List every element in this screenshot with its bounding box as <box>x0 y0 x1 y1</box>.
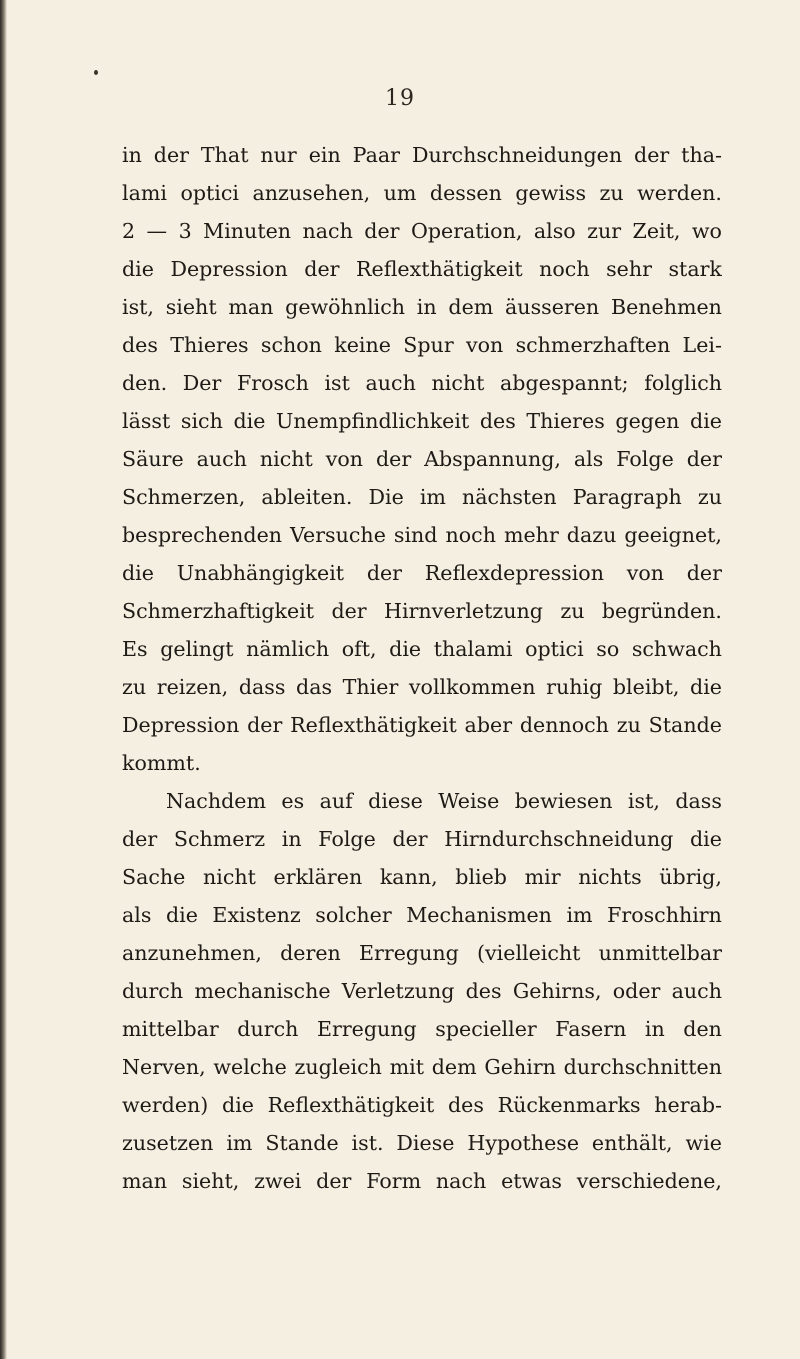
word: unmittelbar <box>598 941 722 965</box>
word: bleibt, <box>612 675 680 699</box>
word: Erregung <box>316 1017 417 1041</box>
word: der <box>122 827 158 851</box>
word: der <box>634 143 670 167</box>
word: dessen <box>429 181 502 205</box>
word: enthält, <box>591 1131 673 1155</box>
word: Folge <box>616 447 674 471</box>
word: dazu <box>566 523 617 547</box>
word: Gehirn <box>484 1055 556 1079</box>
word: zwei <box>254 1169 302 1193</box>
text-line <box>122 402 722 440</box>
text-line <box>122 1010 722 1048</box>
word: dem <box>448 295 494 319</box>
word: ist. <box>351 1131 384 1155</box>
word: in <box>644 1017 665 1041</box>
word: im <box>566 903 593 927</box>
word: Minuten <box>203 219 292 243</box>
word: reizen, <box>156 675 229 699</box>
word: gewiss <box>515 181 587 205</box>
word: der <box>375 447 412 471</box>
text-line <box>122 478 722 516</box>
word: auch <box>196 447 247 471</box>
word: nicht <box>259 447 313 471</box>
word: Versuche <box>290 523 386 547</box>
word: Gehirns, <box>512 979 602 1003</box>
word: in <box>122 143 142 167</box>
word: von <box>465 333 504 357</box>
word: der <box>331 599 367 623</box>
word: dass <box>675 789 722 813</box>
word: die <box>233 409 266 433</box>
word: nichts <box>578 865 642 889</box>
word: Schmerzen, <box>122 485 246 509</box>
text-line <box>122 782 722 820</box>
word: der <box>153 143 189 167</box>
text-line <box>122 554 722 592</box>
word: Frosch <box>236 371 309 395</box>
word: wie <box>685 1131 722 1155</box>
word: Rückenmarks <box>497 1093 641 1117</box>
word: oft, <box>341 637 377 661</box>
word: äusseren <box>505 295 600 319</box>
word: um <box>383 181 417 205</box>
text-line <box>122 592 722 630</box>
word: auf <box>319 789 353 813</box>
word: die <box>222 1093 254 1117</box>
word: vollkommen <box>408 675 536 699</box>
word: optici <box>180 181 240 205</box>
word: besprechenden <box>122 523 283 547</box>
word: Paragraph <box>572 485 682 509</box>
word: durch <box>237 1017 299 1041</box>
binding-shadow <box>0 0 7 1359</box>
word: Es <box>122 637 148 661</box>
word: zu <box>599 181 624 205</box>
word: Zeit, <box>632 219 681 243</box>
word: schon <box>260 333 322 357</box>
word: Unempfindlichkeit <box>276 409 470 433</box>
word: die <box>122 561 154 585</box>
word: Thieres <box>170 333 249 357</box>
text-line <box>122 820 722 858</box>
word: mittelbar <box>122 1017 219 1041</box>
text-line <box>122 1124 722 1162</box>
word: Der <box>182 371 222 395</box>
word: zugleich <box>294 1055 382 1079</box>
word: nicht <box>431 371 485 395</box>
word: Durchschneidungen <box>411 143 623 167</box>
word: Form <box>366 1169 422 1193</box>
word: dennoch <box>519 713 609 737</box>
word: tha- <box>681 143 722 167</box>
word: durch <box>122 979 184 1003</box>
word: zu <box>697 485 722 509</box>
word: specieller <box>435 1017 537 1041</box>
word: der <box>366 561 403 585</box>
word: ein <box>308 143 341 167</box>
word: thalami <box>433 637 513 661</box>
word: Schmerz <box>173 827 266 851</box>
word: Reflexthätigkeit <box>290 713 457 737</box>
word: die <box>689 827 722 851</box>
word: optici <box>525 637 584 661</box>
word: deren <box>280 941 341 965</box>
word: Stande <box>265 1131 339 1155</box>
word: Depression <box>170 257 288 281</box>
ink-speck <box>94 70 98 75</box>
word: noch <box>539 257 590 281</box>
word: des <box>447 1093 484 1117</box>
word: Sache <box>122 865 186 889</box>
word: — <box>146 219 168 243</box>
word: lami <box>122 181 167 205</box>
word: die <box>122 257 154 281</box>
word: Froschhirn <box>607 903 722 927</box>
word: es <box>281 789 305 813</box>
word: Thier <box>342 675 399 699</box>
word: dass <box>238 675 286 699</box>
word: Depression <box>122 713 240 737</box>
word: Abspannung, <box>424 447 561 471</box>
word: erklären <box>273 865 363 889</box>
word: in <box>281 827 302 851</box>
word: der <box>392 827 428 851</box>
word: bewiesen <box>514 789 613 813</box>
text-line <box>122 630 722 668</box>
word: ist <box>324 371 350 395</box>
text-line <box>122 516 722 554</box>
text-line <box>122 858 722 896</box>
text-line <box>122 934 722 972</box>
word: des <box>479 409 516 433</box>
word: etwas <box>501 1169 562 1193</box>
text-line <box>122 174 722 212</box>
word: man <box>122 1169 168 1193</box>
word: ableiten. <box>261 485 353 509</box>
word: dem <box>431 1055 477 1079</box>
word: Reflexthätigkeit <box>356 257 523 281</box>
word: der <box>686 447 722 471</box>
word: auch <box>671 979 722 1003</box>
text-line <box>122 326 722 364</box>
word: die <box>690 675 722 699</box>
text-line <box>122 212 722 250</box>
word: Die <box>368 485 404 509</box>
word: durchschnitten <box>563 1055 722 1079</box>
word: anzunehmen, <box>122 941 262 965</box>
word: (vielleicht <box>477 941 581 965</box>
word: geeignet, <box>624 523 722 547</box>
word: der <box>686 561 722 585</box>
text-line <box>122 972 722 1010</box>
word: ist, <box>627 789 660 813</box>
word: diese <box>368 789 423 813</box>
word: sieht <box>165 295 217 319</box>
word: werden. <box>637 181 722 205</box>
word: ist, <box>122 295 154 319</box>
word: Paar <box>352 143 401 167</box>
word: die <box>389 637 422 661</box>
word: zu <box>560 599 585 623</box>
word: herab- <box>654 1093 722 1117</box>
word: Schmerzhaftigkeit <box>122 599 315 623</box>
word: zu <box>616 713 641 737</box>
word: Erregung <box>358 941 459 965</box>
word: des <box>465 979 502 1003</box>
word: der <box>304 257 340 281</box>
word: mehr <box>503 523 559 547</box>
word: Diese <box>396 1131 455 1155</box>
page-number: 19 <box>385 86 415 111</box>
word: von <box>325 447 364 471</box>
word: oder <box>612 979 661 1003</box>
word: lässt <box>122 409 171 433</box>
text-line <box>122 288 722 326</box>
word: das <box>296 675 333 699</box>
word: von <box>626 561 664 585</box>
word: stark <box>668 257 722 281</box>
word: sehr <box>606 257 652 281</box>
word: kann, <box>379 865 438 889</box>
word: als <box>122 903 152 927</box>
text-line <box>122 364 722 402</box>
word: also <box>533 219 576 243</box>
word: Benehmen <box>610 295 722 319</box>
word: Thieres <box>526 409 605 433</box>
word: ruhig <box>546 675 603 699</box>
word: die <box>165 903 198 927</box>
word: die <box>690 409 722 433</box>
word: nach <box>302 219 353 243</box>
word: Folge <box>318 827 376 851</box>
text-line <box>122 896 722 934</box>
word: sich <box>180 409 223 433</box>
word: mir <box>524 865 561 889</box>
word: sieht, <box>181 1169 240 1193</box>
word: in <box>416 295 437 319</box>
text-line <box>122 1086 722 1124</box>
word: der <box>247 713 283 737</box>
word: schwach <box>631 637 722 661</box>
text-line <box>122 440 722 478</box>
word: gelingt <box>160 637 234 661</box>
word: des <box>122 333 158 357</box>
text-line <box>122 744 722 782</box>
word: zur <box>587 219 622 243</box>
word: aber <box>464 713 513 737</box>
word: werden) <box>122 1093 209 1117</box>
word: wo <box>691 219 722 243</box>
text-line <box>122 1048 722 1086</box>
word: 2 <box>122 219 136 243</box>
word: Nachdem <box>166 789 266 813</box>
word: kommt. <box>122 751 201 775</box>
word: 3 <box>178 219 192 243</box>
word: nämlich <box>246 637 330 661</box>
word: schmerzhaften <box>515 333 671 357</box>
word: Existenz <box>212 903 301 927</box>
word: Fasern <box>555 1017 627 1041</box>
word: übrig, <box>659 865 722 889</box>
word: zusetzen <box>122 1131 214 1155</box>
word: mit <box>389 1055 425 1079</box>
text-line <box>122 706 722 744</box>
word: verschiedene, <box>576 1169 722 1193</box>
word: nächsten <box>462 485 557 509</box>
word: zu <box>122 675 147 699</box>
word: That <box>200 143 249 167</box>
text-line <box>122 136 722 174</box>
word: folglich <box>644 371 722 395</box>
word: Reflexdepression <box>424 561 604 585</box>
text-line <box>122 1162 722 1200</box>
word: blieb <box>455 865 507 889</box>
word: Operation, <box>410 219 523 243</box>
word: Spur <box>403 333 454 357</box>
word: nur <box>260 143 297 167</box>
word: Hypothese <box>467 1131 580 1155</box>
word: im <box>226 1131 253 1155</box>
text-line <box>122 250 722 288</box>
word: Verletzung <box>341 979 455 1003</box>
word: nach <box>435 1169 487 1193</box>
word: so <box>596 637 620 661</box>
word: Nerven, <box>122 1055 206 1079</box>
word: nicht <box>202 865 256 889</box>
word: anzusehen, <box>252 181 371 205</box>
word: man <box>228 295 274 319</box>
word: gewöhnlich <box>285 295 406 319</box>
text-line <box>122 668 722 706</box>
word: Hirnverletzung <box>384 599 543 623</box>
word: den. <box>122 371 168 395</box>
word: Hirndurchschneidung <box>444 827 674 851</box>
word: mechanische <box>194 979 331 1003</box>
word: der <box>364 219 400 243</box>
word: als <box>573 447 604 471</box>
word: Reflexthätigkeit <box>267 1093 435 1117</box>
word: im <box>419 485 446 509</box>
word: Säure <box>122 447 184 471</box>
body-text <box>122 136 722 1200</box>
word: abgespannt; <box>500 371 629 395</box>
word: Mechanismen <box>406 903 552 927</box>
word: welche <box>213 1055 287 1079</box>
word: den <box>683 1017 722 1041</box>
word: gegen <box>615 409 680 433</box>
word: Lei- <box>682 333 722 357</box>
word: sind <box>393 523 438 547</box>
word: noch <box>445 523 496 547</box>
word: Stande <box>648 713 722 737</box>
word: keine <box>334 333 391 357</box>
word: begründen. <box>601 599 722 623</box>
word: Weise <box>438 789 500 813</box>
word: solcher <box>315 903 392 927</box>
word: der <box>316 1169 352 1193</box>
word: auch <box>365 371 416 395</box>
word: Unabhängigkeit <box>176 561 345 585</box>
